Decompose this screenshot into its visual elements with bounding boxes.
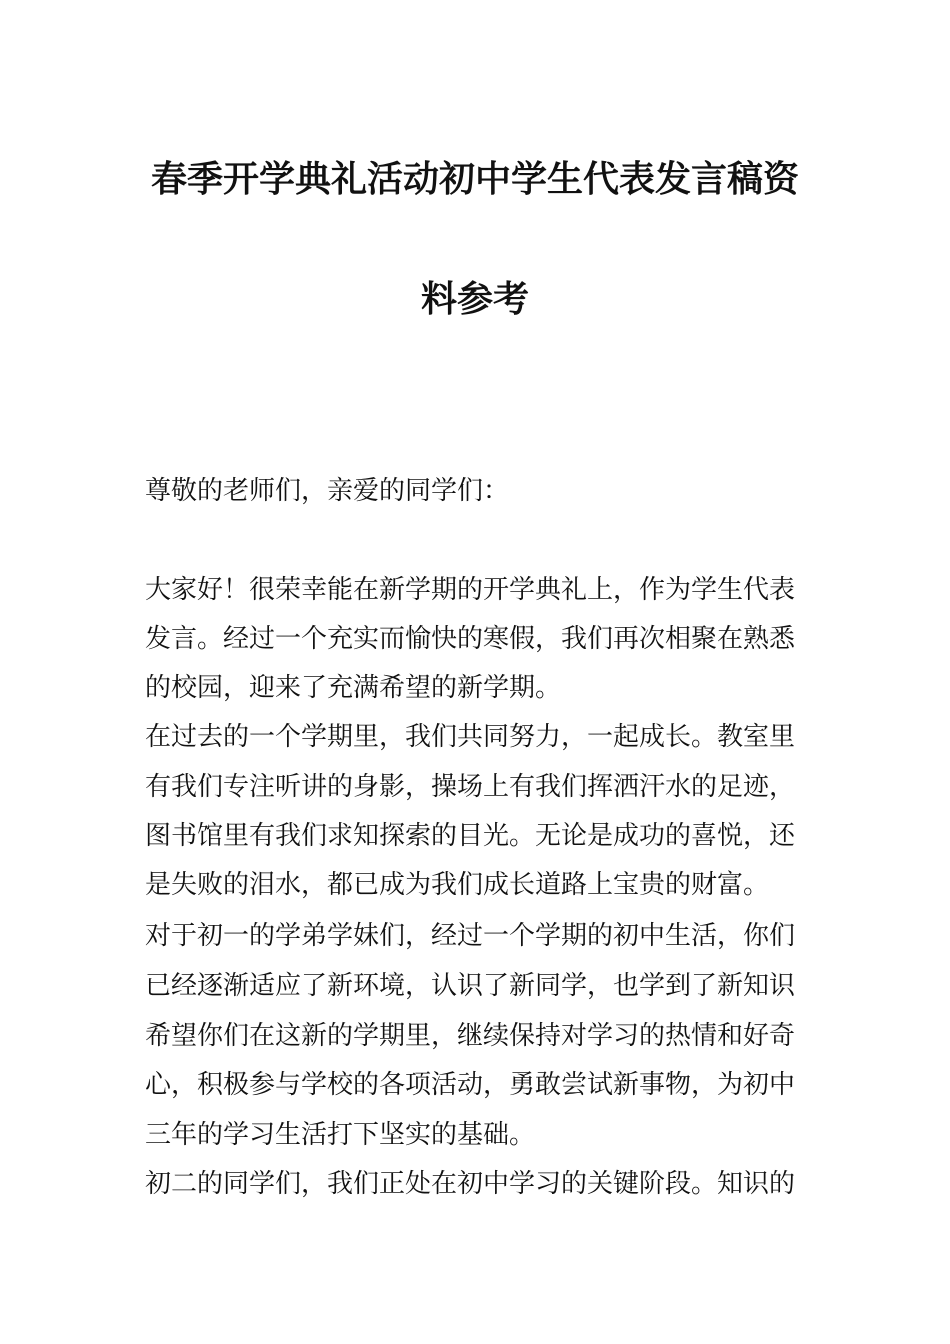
body-text-line: 心，积极参与学校的各项活动，勇敢尝试新事物，为初中 [145, 1070, 796, 1100]
document-title-line-2: 料参考 [420, 279, 529, 320]
body-text-line: 有我们专注听讲的身影，操场上有我们挥洒汗水的足迹， [145, 772, 796, 802]
body-text-line: 希望你们在这新的学期里，继续保持对学习的热情和好奇 [145, 1021, 796, 1051]
salutation: 尊敬的老师们，亲爱的同学们： [145, 476, 510, 506]
body-text-line: 是失败的泪水，都已成为我们成长道路上宝贵的财富。 [145, 870, 770, 900]
body-text-line: 初二的同学们，我们正处在初中学习的关键阶段。知识的 [145, 1169, 796, 1199]
document-title-line-1: 春季开学典礼活动初中学生代表发言稿资 [150, 159, 799, 200]
body-text-line: 大家好！很荣幸能在新学期的开学典礼上，作为学生代表 [145, 575, 796, 605]
body-text-line: 图书馆里有我们求知探索的目光。无论是成功的喜悦，还 [145, 821, 796, 851]
body-text-line: 对于初一的学弟学妹们，经过一个学期的初中生活，你们 [145, 921, 796, 951]
body-text-line: 已经逐渐适应了新环境，认识了新同学，也学到了新知识 [145, 971, 796, 1001]
body-text-line: 三年的学习生活打下坚实的基础。 [145, 1120, 536, 1150]
body-text-line: 发言。经过一个充实而愉快的寒假，我们再次相聚在熟悉 [145, 624, 796, 654]
body-text-line: 的校园，迎来了充满希望的新学期。 [145, 673, 562, 703]
body-text-line: 在过去的一个学期里，我们共同努力，一起成长。教室里 [145, 722, 796, 752]
